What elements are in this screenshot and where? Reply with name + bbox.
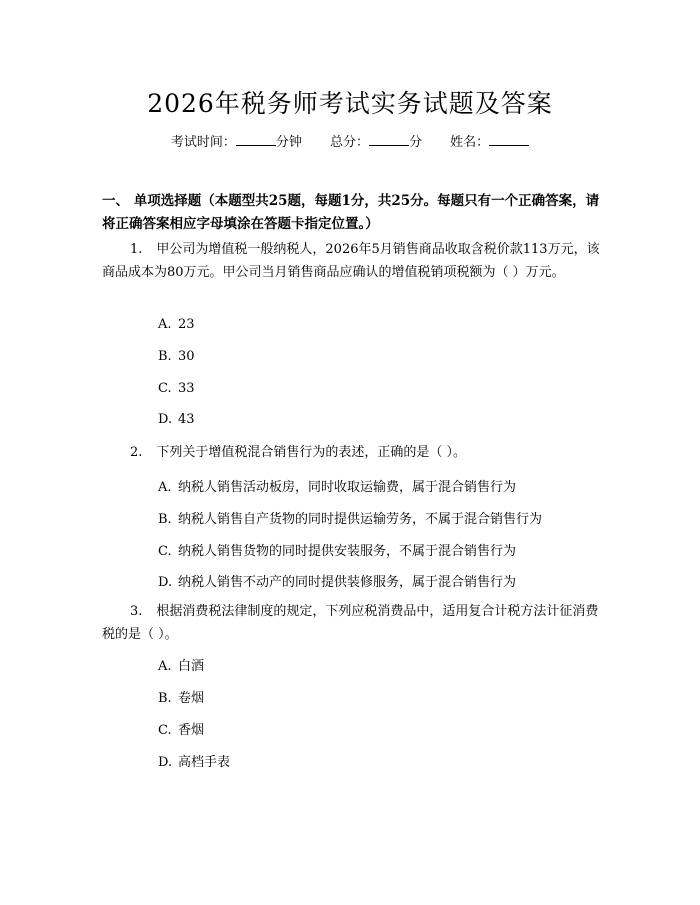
option-text: 卷烟 <box>178 691 205 706</box>
question-1-option-a <box>158 317 195 332</box>
question-2 <box>102 441 600 464</box>
option-letter: D. <box>158 575 173 590</box>
option-text: 纳税人销售活动板房，同时收取运输费，属于混合销售行为 <box>178 480 517 495</box>
option-text: 纳税人销售不动产的同时提供装修服务，属于混合销售行为 <box>178 575 517 590</box>
option-letter: A. <box>158 659 172 674</box>
exam-score-label: 总分： <box>329 135 369 150</box>
question-1-option-c <box>158 381 195 396</box>
exam-meta <box>0 131 700 150</box>
option-letter: C. <box>158 544 172 559</box>
question-2-option-c <box>158 540 516 559</box>
exam-score-unit: 分 <box>409 135 423 150</box>
exam-name-blank <box>489 133 529 146</box>
page-title: 2026年税务师考试实务试题及答案 <box>147 89 553 118</box>
question-1-number: 1. <box>130 242 143 257</box>
question-1-text: 甲公司为增值税一般纳税人，2026年5月销售商品收取含税价款113万元，该商品成本为80万元。甲公司当月销售商品应确认的增值税销项税额为（ ）万元。 <box>102 242 600 280</box>
exam-score-blank <box>369 133 409 146</box>
option-letter: D. <box>158 755 173 770</box>
question-2-option-b <box>158 508 542 527</box>
question-3-number: 3. <box>130 604 143 619</box>
question-2-option-a <box>158 476 516 495</box>
option-letter: A. <box>158 480 172 495</box>
question-2-text: 下列关于增值税混合销售行为的表述，正确的是（ ）。 <box>156 445 467 460</box>
option-letter: B. <box>158 691 172 706</box>
option-letter: A. <box>158 317 172 332</box>
question-3-text: 根据消费税法律制度的规定，下列应税消费品中，适用复合计税方法计征消费税的是（ ）。 <box>102 604 599 642</box>
option-letter: C. <box>158 723 172 738</box>
option-text: 纳税人销售货物的同时提供安装服务，不属于混合销售行为 <box>178 544 517 559</box>
question-1 <box>102 238 600 284</box>
question-3 <box>102 600 600 646</box>
option-text: 纳税人销售自产货物的同时提供运输劳务，不属于混合销售行为 <box>178 512 543 527</box>
question-2-option-d <box>158 571 516 590</box>
option-text: 白酒 <box>178 659 205 674</box>
option-text: 30 <box>178 349 195 364</box>
exam-name-label: 姓名： <box>450 135 490 150</box>
exam-time-blank <box>236 133 276 146</box>
exam-time-label: 考试时间： <box>170 135 236 150</box>
question-3-option-b <box>158 687 204 706</box>
question-3-option-a <box>158 655 204 674</box>
option-letter: B. <box>158 512 172 527</box>
exam-score <box>330 131 422 150</box>
exam-time <box>171 131 302 150</box>
option-letter: B. <box>158 349 172 364</box>
exam-name <box>450 131 529 150</box>
question-3-option-d <box>158 751 230 770</box>
option-text: 香烟 <box>178 723 205 738</box>
option-letter: C. <box>158 381 172 396</box>
question-3-option-c <box>158 719 204 738</box>
option-text: 43 <box>178 412 195 427</box>
option-text: 高档手表 <box>178 755 231 770</box>
section-heading: 一、 单项选择题（本题型共25题，每题1分，共25分。每题只有一个正确答案，请将正确答案相应字母填涂在答题卡指定位置。） <box>102 193 600 232</box>
exam-time-unit: 分钟 <box>275 135 302 150</box>
option-text: 33 <box>178 381 195 396</box>
option-letter: D. <box>158 412 173 427</box>
option-text: 23 <box>178 317 195 332</box>
question-1-option-d <box>158 412 195 427</box>
question-2-number: 2. <box>130 445 143 460</box>
question-1-option-b <box>158 349 195 364</box>
